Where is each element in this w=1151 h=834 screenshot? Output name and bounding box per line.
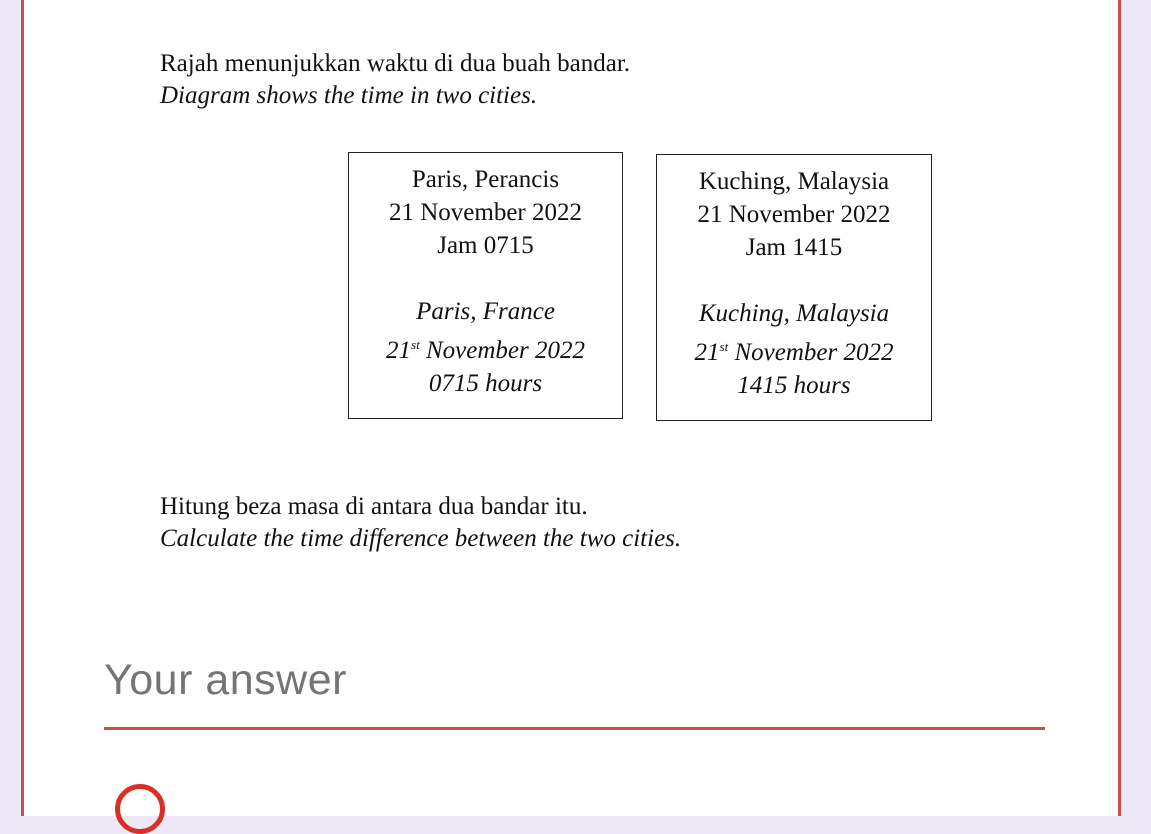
paris-date-malay: 21 November 2022 <box>388 199 583 226</box>
intro-english: Diagram shows the time in two cities. <box>160 82 538 109</box>
paris-time-box <box>348 152 623 419</box>
question-calc <box>160 491 681 555</box>
answer-underline <box>104 727 1045 730</box>
kuching-date-malay: 21 November 2022 <box>697 201 891 228</box>
paris-time-malay: Jam 0715 <box>437 232 534 259</box>
paris-time-english: 0715 hours <box>428 370 543 397</box>
paris-city-malay: Paris, Perancis <box>411 166 560 193</box>
kuching-time-box <box>656 154 932 421</box>
paris-date-english <box>349 328 622 367</box>
kuching-time-malay: Jam 1415 <box>745 234 843 261</box>
calc-malay: Hitung beza masa di antara dua bandar itu. <box>160 493 588 520</box>
question-intro <box>160 48 630 112</box>
kuching-date-suffix: st <box>719 339 729 354</box>
error-circle-icon <box>115 784 165 834</box>
paris-city-english: Paris, France <box>416 298 555 325</box>
calc-english: Calculate the time difference between the two cities. <box>160 525 682 552</box>
paris-date-rest: November 2022 <box>419 337 585 364</box>
kuching-date-rest: November 2022 <box>728 339 894 366</box>
kuching-date-english <box>657 330 931 369</box>
intro-malay: Rajah menunjukkan waktu di dua buah bandar. <box>160 50 631 77</box>
kuching-city-english: Kuching, Malaysia <box>698 300 890 327</box>
kuching-date-day: 21 <box>694 339 720 366</box>
kuching-city-malay: Kuching, Malaysia <box>698 168 890 195</box>
answer-input[interactable]: Your answer <box>104 656 347 704</box>
question-card <box>21 0 1121 816</box>
paris-date-suffix: st <box>411 337 420 352</box>
kuching-time-english: 1415 hours <box>737 372 851 399</box>
paris-date-day: 21 <box>386 337 412 364</box>
